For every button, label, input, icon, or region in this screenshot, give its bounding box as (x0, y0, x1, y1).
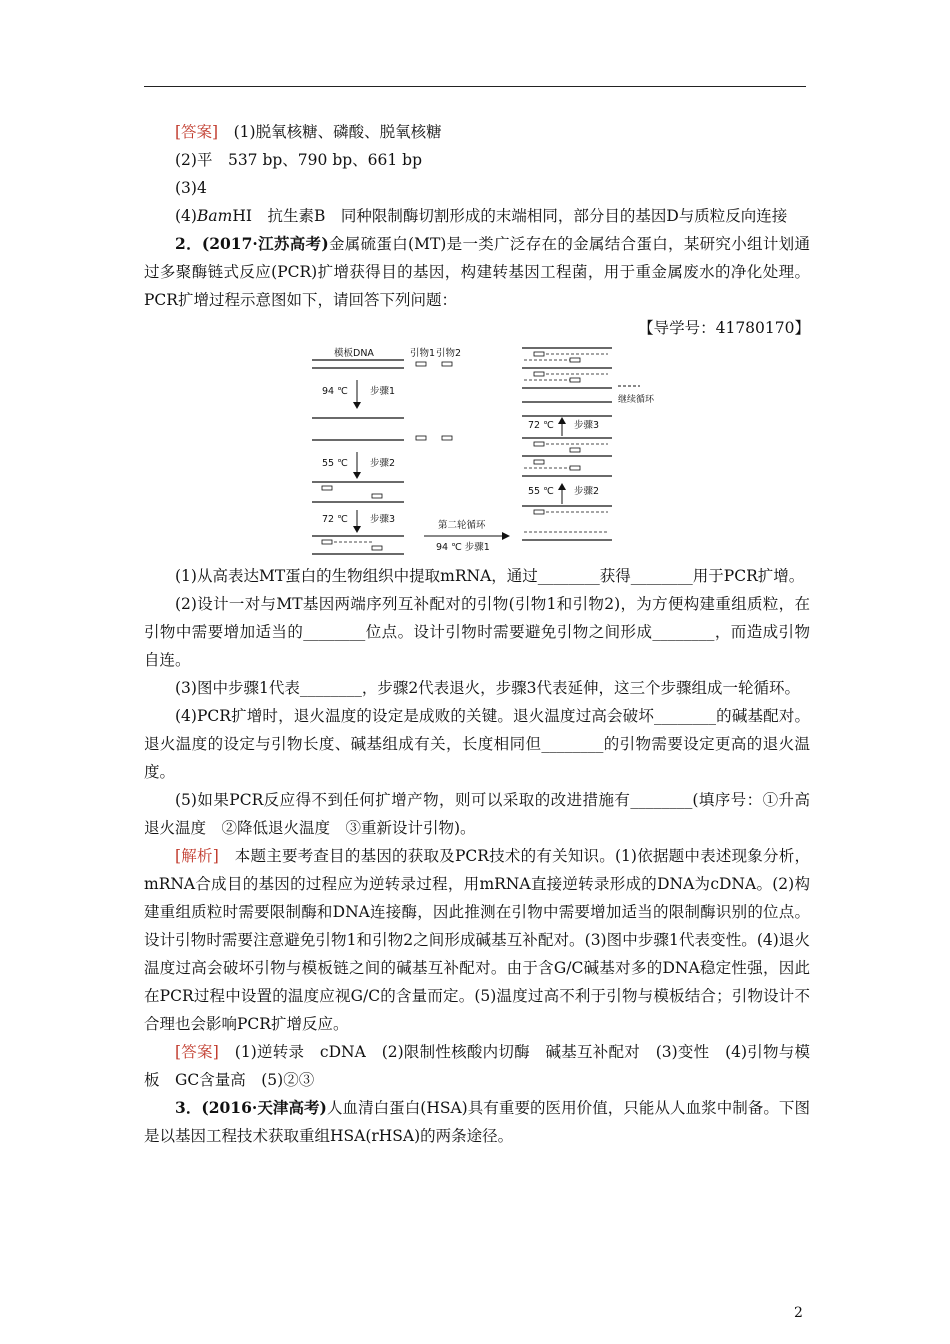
label-step1: 步骤1 (370, 386, 396, 397)
label-second-round: 第二轮循环 (438, 520, 486, 531)
page-number: 2 (794, 1305, 803, 1321)
analysis-label: [解析] (175, 847, 219, 865)
question-2-sub-2: (2)设计一对与MT基因两端序列互补配对的引物(引物1和引物2)，为方便构建重组质粒，在引物中需要增加适当的________位点。设计引物时需要避免引物之间形成________，而造成引物自连。 (144, 595, 810, 669)
header-rule (144, 86, 806, 87)
question-3-head: 3．(2016·天津高考) (175, 1098, 327, 1117)
label-72c: 72 ℃ (322, 514, 348, 525)
label-step3: 步骤3 (370, 514, 396, 525)
label-primer2: 引物2 (436, 348, 462, 359)
question-2-analysis: [解析] 本题主要考查目的基因的获取及PCR技术的有关知识。(1)依据题中表述现象分析，mRNA合成目的基因的过程应为逆转录过程，用mRNA直接逆转录形成的DNA为cDNA。(2)构建重组质粒时需要限制酶和DNA连接酶，因此推测在引物中需要增加适当的限制酶识别的位点。设计引物时需要注意避免引物1和引物2之间形成碱基互补配对。(3)图中步骤1代表变性。(4)退火温度过高会破坏引物与模板链之间的碱基互补配对。由于含G/C碱基对多的DNA稳定性强，因此在PCR过程中设置的温度应视G/C的含量而定。(5)温度过高不利于引物与模板结合；引物设计不合理也会影响PCR扩增反应。 (144, 847, 810, 1033)
label-94c: 94 ℃ (322, 386, 348, 397)
question-2-stem: 2．(2017·江苏高考)金属硫蛋白(MT)是一类广泛存在的金属结合蛋白，某研究小组计划通过多聚酶链式反应(PCR)扩增获得目的基因，构建转基因工程菌，用于重金属废水的净化处理。PCR扩增过程示意图如下，请回答下列问题： (144, 234, 810, 309)
label-72c-right: 72 ℃ (528, 420, 554, 431)
page-content (144, 118, 810, 1150)
question-2-sub-5: (5)如果PCR反应得不到任何扩增产物，则可以采取的改进措施有________(填序号：①升高退火温度 ②降低退火温度 ③重新设计引物)。 (144, 791, 810, 837)
label-step2: 步骤2 (370, 458, 396, 469)
guide-number: 【导学号：41780170】 (638, 319, 810, 337)
label-second-round-sub: 94 ℃ 步骤1 (436, 542, 490, 553)
label-primer1: 引物1 (410, 348, 436, 359)
label-step2-right: 步骤2 (574, 486, 600, 497)
answer-1-line-4: (4)BamHⅠ 抗生素B 同种限制酶切割形成的末端相同，部分目的基因D与质粒反向连接 (175, 207, 788, 225)
label-continue-cycle: 继续循环 (618, 395, 655, 405)
pcr-diagram-svg (312, 344, 655, 556)
label-55c: 55 ℃ (322, 458, 348, 469)
question-3-stem: 3．(2016·天津高考)人血清白蛋白(HSA)具有重要的医用价值，只能从人血浆中制备。下图是以基因工程技术获取重组HSA(rHSA)的两条途径。 (144, 1098, 810, 1145)
answer-label: [答案] (175, 123, 219, 141)
answer-1-line-1: [答案] (1)脱氧核糖、磷酸、脱氧核糖 (175, 123, 442, 141)
answer-1-line-2: (2)平 537 bp、790 bp、661 bp (175, 151, 423, 169)
label-template-dna: 模板DNA (334, 348, 374, 359)
pcr-diagram (144, 344, 810, 556)
question-2-answer: [答案] (1)逆转录 cDNA (2)限制性核酸内切酶 碱基互补配对 (3)变性 (4)引物与模板 GC含量高 (5)②③ (144, 1043, 810, 1089)
enzyme-name-italic: Bam (196, 207, 233, 225)
label-step3-right: 步骤3 (574, 420, 600, 431)
answer-label-2: [答案] (175, 1043, 219, 1061)
label-55c-right: 55 ℃ (528, 486, 554, 497)
question-2-sub-4: (4)PCR扩增时，退火温度的设定是成败的关键。退火温度过高会破坏________的碱基配对。退火温度的设定与引物长度、碱基组成有关，长度相同但________的引物需要设定更高的退火温度。 (144, 707, 810, 781)
question-2-sub-1: (1)从高表达MT蛋白的生物组织中提取mRNA，通过________获得________用于PCR扩增。 (175, 567, 805, 585)
question-2-head: 2．(2017·江苏高考) (175, 234, 329, 253)
question-2-sub-3: (3)图中步骤1代表________，步骤2代表退火，步骤3代表延伸，这三个步骤组成一轮循环。 (175, 679, 801, 697)
answer-1-line-3: (3)4 (175, 179, 207, 197)
